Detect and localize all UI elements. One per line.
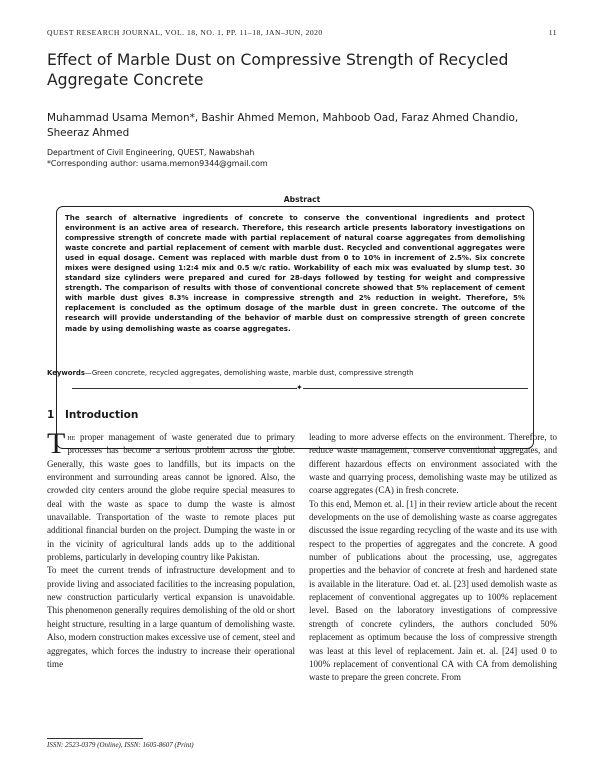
paragraph: To this end, Memon et. al. [1] in their review article about the recent developments on the use of demolishing waste as coarse aggregates discussed the issue regarding recycling of the waste and its use with respect to the properties of aggregates and the concrete. A good number of publications about the processing, use, aggregates properties and the behavior of concrete at fresh and hardened state is available in the literature. Oad et. al. [23] used demolish waste as replacement of conventional aggregates up to 100% replacement level. Based on the laboratory investigations of compressive strength of concrete cylinders, the authors concluded 50% replacement as optimum because the loss of compressive strength was least at this level of replacement. Jain et. al. [24] used 0 to 100% replacement of conventional CA with CA from demolishing waste to prepare the green concrete. From [309, 498, 557, 683]
affiliation-block [47, 147, 557, 169]
paragraph: To meet the current trends of infrastructure development and to provide living and associated facilities to the increasing population, new construction particularly vertical expansion is unavoidable. This phenomenon generally requires demolishing of the old or short height structure, resulting in a large quantum of demolishing waste. Also, modern construction makes excessive use of cement, steel and aggregates, which forces the industry to increase their operational time [47, 565, 295, 669]
section-title: Introduction [65, 409, 139, 421]
small-caps-lead: he [67, 432, 76, 442]
paragraph [47, 427, 295, 564]
separator-rule-right [303, 388, 528, 389]
drop-cap: T [47, 427, 66, 460]
separator-rule-left [72, 388, 297, 389]
department: Department of Civil Engineering, QUEST, Nawabshah [47, 148, 255, 157]
paper-title: Effect of Marble Dust on Compressive Strength of Recycled Aggregate Concrete [47, 51, 509, 89]
keywords-label: Keywords [47, 369, 85, 377]
page-number: 11 [548, 28, 557, 37]
issn-footer: ISSN: 2523-0379 (Online), ISSN: 1605-8607 (Print) [47, 741, 194, 749]
left-column [47, 427, 295, 671]
right-column [309, 431, 557, 685]
abstract-text: The search of alternative ingredients of concrete to conserve the conventional ingredients and protect environment is an active area of research. Therefore, this research article presents laboratory investigations on compressive strength of concrete made with partial replacement of natural coarse aggregates from demolishing waste concrete and partial replacement of cement with marble dust. Recycled and conventional aggregates were used in equal dosage. Cement was replaced with marble dust from 0 to 10% in increment of 2.5%. Six concrete mixes were designed using 1:2:4 mix and 0.5 w/c ratio. Workability of each mix was evaluated by slump test. 30 standard size cylinders were prepared and cured for 28-days followed by testing for weight and compressive strength. The comparison of results with those of conventional concrete showed that 5% replacement of cement with marble dust gives 8.3% increase in compressive strength and 2% reduction in weight. Therefore, 5% replacement is concluded as the optimum dosage of the marble dust in green concrete. The outcome of the research will provide understanding of the behavior of marble dust on compressive strength of green concrete made by using demolishing waste as coarse aggregates. [65, 213, 525, 333]
running-title: QUEST RESEARCH JOURNAL, VOL. 18, NO. 1, PP. 11–18, JAN–JUN, 2020 [47, 28, 323, 37]
footer-rule [47, 738, 143, 739]
paragraph: leading to more adverse effects on the environment. Therefore, to reduce waste management, conserve conventional aggregates, and different hazardous effects on environment associated with the waste and quarrying process, demolishing waste may be utilized as coarse aggregates (CA) in fresh concrete. [309, 432, 557, 496]
keywords-line [47, 369, 557, 377]
separator-diamond-icon: ✦ [296, 383, 303, 392]
section-number: 1 [47, 409, 55, 421]
corresponding-author: *Corresponding author: usama.memon9344@gmail.com [47, 159, 268, 168]
running-header [47, 28, 557, 37]
author-list: Muhammad Usama Memon*, Bashir Ahmed Memon, Mahboob Oad, Faraz Ahmed Chandio, Sheeraz Ahmed [47, 112, 519, 139]
paragraph-text: proper management of waste generated due to primary processes has become a serious problem across the globe. Generally, this waste goes to landfills, but its impacts on the environment and surrounding areas cannot be ignored. Also, the crowded city centers around the globe require special measures to deal with the waste as space to dump the waste is almost unavailable. Transportation of the waste to remote places put additional financial burden on the project. Dumping the waste in or in the vicinity of agricultural lands adds up to the additional problems, particularly in developing country like Pakistan. [47, 432, 295, 563]
keywords-text: —Green concrete, recycled aggregates, demolishing waste, marble dust, compressive strength [84, 369, 414, 377]
abstract-heading: Abstract [283, 195, 321, 204]
section-heading [47, 409, 138, 421]
